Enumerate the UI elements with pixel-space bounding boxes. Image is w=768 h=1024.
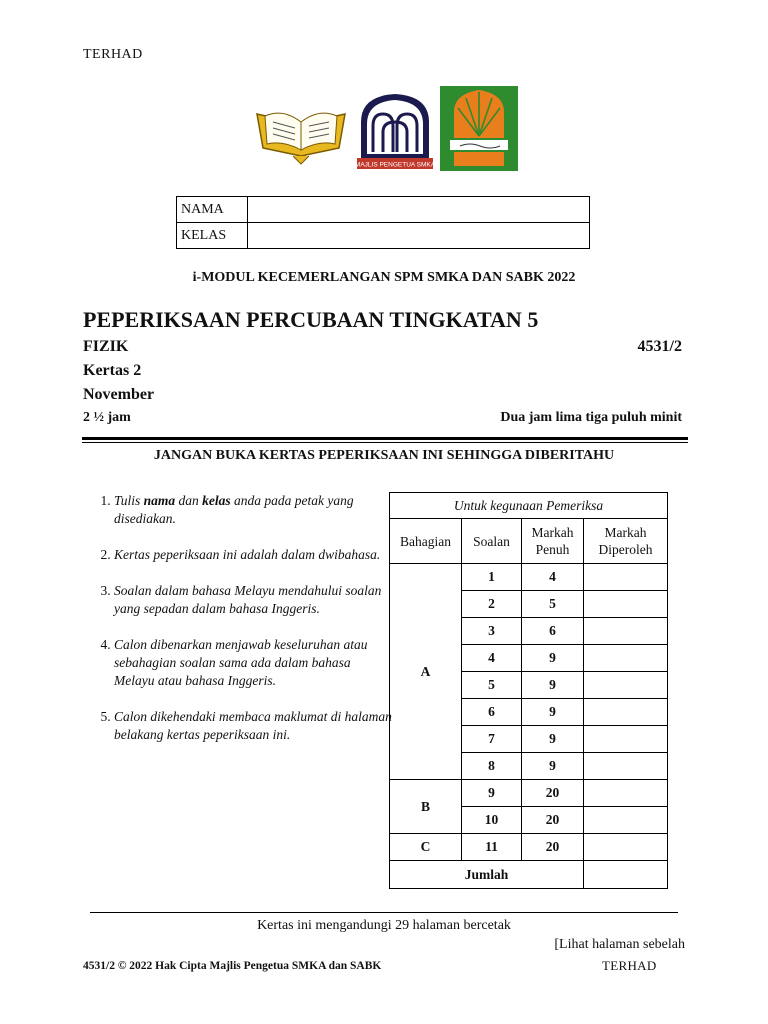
instruction-item: 2. Kertas peperiksaan ini adalah dalam dwibahasa.	[114, 546, 394, 564]
logo-lettering: MAJLIS PENGETUA SMKA	[355, 161, 435, 169]
full-mark: 6	[522, 618, 584, 645]
full-mark: 9	[522, 645, 584, 672]
table-row	[390, 834, 668, 861]
mark-obtained-cell[interactable]	[584, 591, 668, 618]
question-number: 11	[462, 834, 522, 861]
duration: 2 ½ jam	[83, 410, 131, 425]
duration-words: Dua jam lima tiga puluh minit	[500, 410, 682, 425]
next-page-note: [Lihat halaman sebelah	[554, 937, 685, 952]
name-row	[177, 197, 590, 223]
name-field[interactable]	[248, 197, 590, 223]
sabk-dome-logo	[440, 86, 518, 171]
instruction-item: 4. Calon dibenarkan menjawab keseluruhan atau sebahagian soalan sama ada dalam bahasa Melayu atau bahasa Inggeris.	[114, 636, 394, 690]
classification-header: TERHAD	[83, 47, 143, 62]
examiner-marks-table	[389, 492, 668, 889]
question-number: 8	[462, 753, 522, 780]
paper-code: 4531/2	[637, 338, 682, 355]
class-row	[177, 223, 590, 249]
instructions-list	[96, 492, 394, 762]
question-number: 5	[462, 672, 522, 699]
table-row	[390, 780, 668, 807]
class-field[interactable]	[248, 223, 590, 249]
exam-month: November	[83, 386, 155, 403]
table-row	[390, 564, 668, 591]
exam-title: PEPERIKSAAN PERCUBAAN TINGKATAN 5	[83, 307, 539, 332]
mark-obtained-cell[interactable]	[584, 699, 668, 726]
full-mark: 20	[522, 780, 584, 807]
full-mark: 9	[522, 672, 584, 699]
question-number: 1	[462, 564, 522, 591]
instruction-item: 3. Soalan dalam bahasa Melayu mendahului soalan yang sepadan dalam bahasa Inggeris.	[114, 582, 394, 618]
divider-thick	[82, 437, 688, 440]
mark-obtained-cell[interactable]	[584, 726, 668, 753]
full-mark: 9	[522, 726, 584, 753]
majlis-pengetua-smka-logo	[355, 92, 435, 170]
header-section: Bahagian	[390, 519, 462, 564]
header-full-mark: Markah Penuh	[522, 519, 584, 564]
instruction-item: 1. Tulis nama dan kelas anda pada petak yang disediakan.	[114, 492, 394, 528]
header-question: Soalan	[462, 519, 522, 564]
question-number: 6	[462, 699, 522, 726]
mark-obtained-cell[interactable]	[584, 807, 668, 834]
full-mark: 20	[522, 807, 584, 834]
mark-obtained-cell[interactable]	[584, 672, 668, 699]
class-label: KELAS	[177, 223, 248, 249]
module-title: i-MODUL KECEMERLANGAN SPM SMKA DAN SABK 2022	[192, 270, 576, 285]
total-mark-cell[interactable]	[584, 861, 668, 889]
divider-thin	[82, 442, 688, 443]
warning-text: JANGAN BUKA KERTAS PEPERIKSAAN INI SEHINGGA DIBERITAHU	[153, 448, 615, 463]
candidate-info-table	[176, 196, 590, 249]
header-mark-obtained: Markah Diperoleh	[584, 519, 668, 564]
full-mark: 20	[522, 834, 584, 861]
name-label: NAMA	[177, 197, 248, 223]
paper-number: Kertas 2	[83, 362, 142, 379]
question-number: 7	[462, 726, 522, 753]
mark-obtained-cell[interactable]	[584, 780, 668, 807]
section-b: B	[390, 780, 462, 834]
full-mark: 9	[522, 699, 584, 726]
section-c: C	[390, 834, 462, 861]
classification-footer: TERHAD	[602, 958, 657, 973]
question-number: 10	[462, 807, 522, 834]
question-number: 2	[462, 591, 522, 618]
mark-obtained-cell[interactable]	[584, 564, 668, 591]
open-book-logo	[253, 100, 349, 166]
page-count-note: Kertas ini mengandungi 29 halaman bercetak	[257, 918, 511, 933]
instruction-item: 5. Calon dikehendaki membaca maklumat di halaman belakang kertas peperiksaan ini.	[114, 708, 394, 744]
mark-obtained-cell[interactable]	[584, 753, 668, 780]
mark-obtained-cell[interactable]	[584, 618, 668, 645]
footer-divider	[90, 912, 678, 913]
full-mark: 5	[522, 591, 584, 618]
question-number: 3	[462, 618, 522, 645]
full-mark: 4	[522, 564, 584, 591]
marks-table-caption: Untuk kegunaan Pemeriksa	[390, 493, 668, 519]
total-label: Jumlah	[390, 861, 584, 889]
subject: FIZIK	[83, 338, 129, 355]
question-number: 9	[462, 780, 522, 807]
copyright-text: 4531/2 © 2022 Hak Cipta Majlis Pengetua SMKA dan SABK	[83, 960, 382, 972]
full-mark: 9	[522, 753, 584, 780]
mark-obtained-cell[interactable]	[584, 834, 668, 861]
question-number: 4	[462, 645, 522, 672]
section-a: A	[390, 564, 462, 780]
total-row	[390, 861, 668, 889]
mark-obtained-cell[interactable]	[584, 645, 668, 672]
